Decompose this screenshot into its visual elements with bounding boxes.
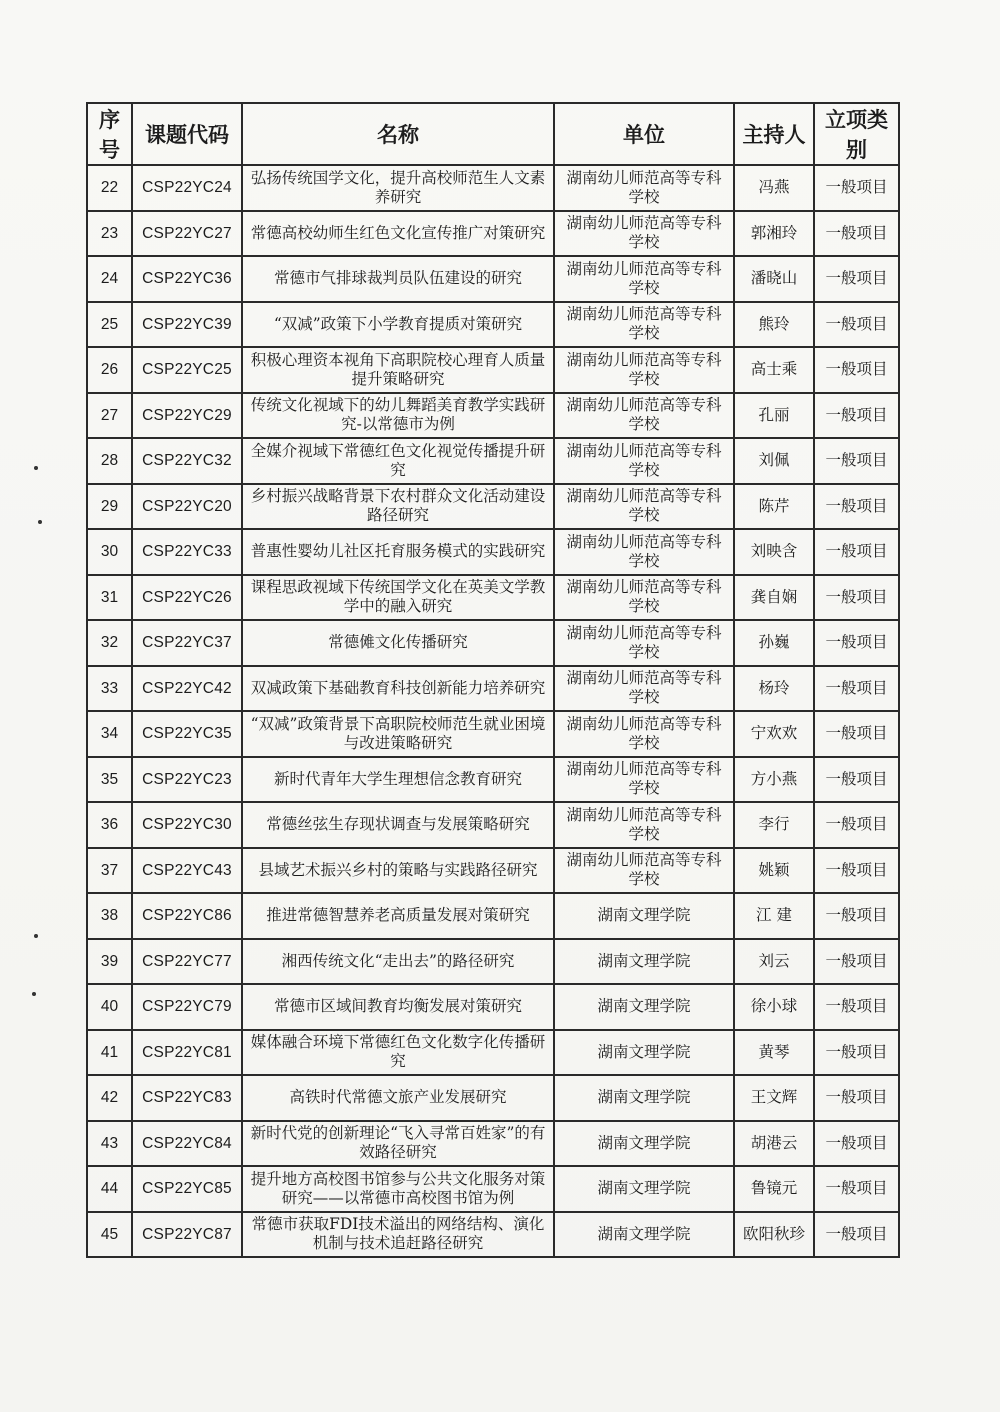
cell-name: 推进常德智慧养老高质量发展对策研究 — [242, 893, 554, 939]
cell-name: “双减”政策下小学教育提质对策研究 — [242, 302, 554, 348]
table-row — [87, 529, 899, 575]
cell-category: 一般项目 — [814, 984, 899, 1030]
cell-seq: 30 — [87, 529, 132, 575]
cell-category: 一般项目 — [814, 529, 899, 575]
cell-category: 一般项目 — [814, 848, 899, 894]
cell-unit: 湖南幼儿师范高等专科学校 — [554, 347, 734, 393]
cell-code: CSP22YC23 — [132, 757, 242, 803]
table-row — [87, 1121, 899, 1167]
header-code: 课题代码 — [132, 103, 242, 165]
cell-category: 一般项目 — [814, 802, 899, 848]
cell-seq: 29 — [87, 484, 132, 530]
cell-category: 一般项目 — [814, 347, 899, 393]
cell-seq: 36 — [87, 802, 132, 848]
scan-speck — [38, 520, 42, 524]
cell-seq: 37 — [87, 848, 132, 894]
cell-unit: 湖南幼儿师范高等专科学校 — [554, 757, 734, 803]
cell-unit: 湖南幼儿师范高等专科学校 — [554, 711, 734, 757]
cell-code: CSP22YC81 — [132, 1030, 242, 1076]
cell-host: 刘佩 — [734, 438, 814, 484]
cell-unit: 湖南幼儿师范高等专科学校 — [554, 165, 734, 211]
cell-code: CSP22YC33 — [132, 529, 242, 575]
cell-code: CSP22YC86 — [132, 893, 242, 939]
cell-name: 高铁时代常德文旅产业发展研究 — [242, 1075, 554, 1121]
cell-unit: 湖南文理学院 — [554, 1212, 734, 1258]
cell-unit: 湖南幼儿师范高等专科学校 — [554, 575, 734, 621]
cell-code: CSP22YC27 — [132, 211, 242, 257]
header-host: 主持人 — [734, 103, 814, 165]
table-row — [87, 1166, 899, 1212]
cell-unit: 湖南幼儿师范高等专科学校 — [554, 484, 734, 530]
cell-category: 一般项目 — [814, 575, 899, 621]
cell-host: 欧阳秋珍 — [734, 1212, 814, 1258]
table-row — [87, 575, 899, 621]
cell-name: 县域艺术振兴乡村的策略与实践路径研究 — [242, 848, 554, 894]
table-row — [87, 666, 899, 712]
header-category: 立项类别 — [814, 103, 899, 165]
cell-seq: 45 — [87, 1212, 132, 1258]
cell-code: CSP22YC26 — [132, 575, 242, 621]
cell-category: 一般项目 — [814, 438, 899, 484]
cell-seq: 42 — [87, 1075, 132, 1121]
table-row — [87, 165, 899, 211]
cell-name: 弘扬传统国学文化，提升高校师范生人文素养研究 — [242, 165, 554, 211]
cell-name: 全媒介视域下常德红色文化视觉传播提升研究 — [242, 438, 554, 484]
table-row — [87, 302, 899, 348]
cell-host: 高士乘 — [734, 347, 814, 393]
cell-host: 冯燕 — [734, 165, 814, 211]
cell-name: 常德高校幼师生红色文化宣传推广对策研究 — [242, 211, 554, 257]
cell-seq: 34 — [87, 711, 132, 757]
cell-seq: 32 — [87, 620, 132, 666]
cell-code: CSP22YC36 — [132, 256, 242, 302]
cell-code: CSP22YC30 — [132, 802, 242, 848]
cell-name: 常德丝弦生存现状调查与发展策略研究 — [242, 802, 554, 848]
cell-name: 积极心理资本视角下高职院校心理育人质量提升策略研究 — [242, 347, 554, 393]
table-row — [87, 347, 899, 393]
cell-seq: 40 — [87, 984, 132, 1030]
cell-seq: 41 — [87, 1030, 132, 1076]
table-row — [87, 711, 899, 757]
cell-unit: 湖南文理学院 — [554, 1030, 734, 1076]
cell-host: 徐小球 — [734, 984, 814, 1030]
cell-name: 乡村振兴战略背景下农村群众文化活动建设路径研究 — [242, 484, 554, 530]
cell-category: 一般项目 — [814, 757, 899, 803]
cell-seq: 35 — [87, 757, 132, 803]
project-table — [86, 102, 900, 1258]
cell-unit: 湖南幼儿师范高等专科学校 — [554, 438, 734, 484]
cell-host: 龚自娴 — [734, 575, 814, 621]
table-row — [87, 256, 899, 302]
table-header — [87, 103, 899, 165]
cell-seq: 39 — [87, 939, 132, 985]
table-row — [87, 1212, 899, 1258]
cell-category: 一般项目 — [814, 711, 899, 757]
header-seq: 序号 — [87, 103, 132, 165]
cell-host: 刘映含 — [734, 529, 814, 575]
cell-seq: 33 — [87, 666, 132, 712]
cell-seq: 44 — [87, 1166, 132, 1212]
cell-category: 一般项目 — [814, 893, 899, 939]
cell-host: 熊玲 — [734, 302, 814, 348]
cell-category: 一般项目 — [814, 165, 899, 211]
scan-speck — [32, 992, 36, 996]
cell-unit: 湖南幼儿师范高等专科学校 — [554, 393, 734, 439]
cell-category: 一般项目 — [814, 211, 899, 257]
cell-name: “双减”政策背景下高职院校师范生就业困境与改进策略研究 — [242, 711, 554, 757]
cell-code: CSP22YC43 — [132, 848, 242, 894]
cell-code: CSP22YC39 — [132, 302, 242, 348]
cell-host: 刘云 — [734, 939, 814, 985]
cell-code: CSP22YC77 — [132, 939, 242, 985]
cell-name: 常德市气排球裁判员队伍建设的研究 — [242, 256, 554, 302]
cell-host: 潘晓山 — [734, 256, 814, 302]
cell-host: 江 建 — [734, 893, 814, 939]
cell-unit: 湖南幼儿师范高等专科学校 — [554, 802, 734, 848]
cell-name: 双减政策下基础教育科技创新能力培养研究 — [242, 666, 554, 712]
cell-code: CSP22YC79 — [132, 984, 242, 1030]
table-row — [87, 939, 899, 985]
cell-name: 提升地方高校图书馆参与公共文化服务对策研究——以常德市高校图书馆为例 — [242, 1166, 554, 1212]
table-row — [87, 802, 899, 848]
header-unit: 单位 — [554, 103, 734, 165]
cell-unit: 湖南文理学院 — [554, 1075, 734, 1121]
cell-code: CSP22YC84 — [132, 1121, 242, 1167]
cell-host: 姚颖 — [734, 848, 814, 894]
cell-host: 郭湘玲 — [734, 211, 814, 257]
scan-speck — [34, 934, 38, 938]
cell-code: CSP22YC42 — [132, 666, 242, 712]
header-name: 名称 — [242, 103, 554, 165]
cell-unit: 湖南文理学院 — [554, 1166, 734, 1212]
table-row — [87, 984, 899, 1030]
cell-host: 宁欢欢 — [734, 711, 814, 757]
cell-category: 一般项目 — [814, 302, 899, 348]
cell-host: 黄琴 — [734, 1030, 814, 1076]
cell-host: 李行 — [734, 802, 814, 848]
cell-unit: 湖南幼儿师范高等专科学校 — [554, 211, 734, 257]
cell-unit: 湖南文理学院 — [554, 1121, 734, 1167]
cell-host: 杨玲 — [734, 666, 814, 712]
cell-name: 传统文化视域下的幼儿舞蹈美育教学实践研究-以常德市为例 — [242, 393, 554, 439]
cell-seq: 25 — [87, 302, 132, 348]
cell-code: CSP22YC20 — [132, 484, 242, 530]
cell-category: 一般项目 — [814, 620, 899, 666]
cell-host: 孔丽 — [734, 393, 814, 439]
cell-host: 胡港云 — [734, 1121, 814, 1167]
cell-host: 陈芹 — [734, 484, 814, 530]
cell-category: 一般项目 — [814, 666, 899, 712]
cell-name: 常德市获取FDI技术溢出的网络结构、演化机制与技术追赶路径研究 — [242, 1212, 554, 1258]
cell-code: CSP22YC83 — [132, 1075, 242, 1121]
cell-unit: 湖南幼儿师范高等专科学校 — [554, 848, 734, 894]
cell-category: 一般项目 — [814, 1121, 899, 1167]
cell-name: 常德市区域间教育均衡发展对策研究 — [242, 984, 554, 1030]
cell-name: 常德傩文化传播研究 — [242, 620, 554, 666]
table-row — [87, 893, 899, 939]
table-row — [87, 438, 899, 484]
cell-name: 新时代党的创新理论“飞入寻常百姓家”的有效路径研究 — [242, 1121, 554, 1167]
cell-unit: 湖南幼儿师范高等专科学校 — [554, 529, 734, 575]
cell-category: 一般项目 — [814, 393, 899, 439]
cell-unit: 湖南幼儿师范高等专科学校 — [554, 256, 734, 302]
cell-name: 媒体融合环境下常德红色文化数字化传播研究 — [242, 1030, 554, 1076]
cell-seq: 31 — [87, 575, 132, 621]
cell-seq: 43 — [87, 1121, 132, 1167]
cell-name: 普惠性婴幼儿社区托育服务模式的实践研究 — [242, 529, 554, 575]
cell-seq: 26 — [87, 347, 132, 393]
scan-speck — [34, 466, 38, 470]
cell-seq: 28 — [87, 438, 132, 484]
table-row — [87, 1030, 899, 1076]
cell-host: 方小燕 — [734, 757, 814, 803]
table-row — [87, 1075, 899, 1121]
cell-category: 一般项目 — [814, 1166, 899, 1212]
cell-code: CSP22YC85 — [132, 1166, 242, 1212]
cell-code: CSP22YC37 — [132, 620, 242, 666]
cell-category: 一般项目 — [814, 1075, 899, 1121]
cell-name: 课程思政视域下传统国学文化在英美文学教学中的融入研究 — [242, 575, 554, 621]
table-row — [87, 757, 899, 803]
cell-unit: 湖南幼儿师范高等专科学校 — [554, 302, 734, 348]
table-row — [87, 484, 899, 530]
cell-category: 一般项目 — [814, 939, 899, 985]
cell-seq: 24 — [87, 256, 132, 302]
cell-host: 鲁镜元 — [734, 1166, 814, 1212]
table-row — [87, 848, 899, 894]
cell-unit: 湖南幼儿师范高等专科学校 — [554, 620, 734, 666]
cell-seq: 23 — [87, 211, 132, 257]
cell-name: 新时代青年大学生理想信念教育研究 — [242, 757, 554, 803]
cell-seq: 38 — [87, 893, 132, 939]
cell-category: 一般项目 — [814, 256, 899, 302]
cell-category: 一般项目 — [814, 1212, 899, 1258]
cell-name: 湘西传统文化“走出去”的路径研究 — [242, 939, 554, 985]
cell-category: 一般项目 — [814, 1030, 899, 1076]
table-row — [87, 393, 899, 439]
cell-code: CSP22YC35 — [132, 711, 242, 757]
cell-unit: 湖南文理学院 — [554, 939, 734, 985]
cell-host: 孙巍 — [734, 620, 814, 666]
cell-seq: 27 — [87, 393, 132, 439]
cell-code: CSP22YC32 — [132, 438, 242, 484]
table-body — [87, 165, 899, 1257]
cell-code: CSP22YC87 — [132, 1212, 242, 1258]
table-row — [87, 211, 899, 257]
cell-code: CSP22YC29 — [132, 393, 242, 439]
table-row — [87, 620, 899, 666]
cell-code: CSP22YC25 — [132, 347, 242, 393]
cell-unit: 湖南文理学院 — [554, 984, 734, 1030]
cell-code: CSP22YC24 — [132, 165, 242, 211]
cell-host: 王文辉 — [734, 1075, 814, 1121]
cell-category: 一般项目 — [814, 484, 899, 530]
cell-seq: 22 — [87, 165, 132, 211]
cell-unit: 湖南幼儿师范高等专科学校 — [554, 666, 734, 712]
cell-unit: 湖南文理学院 — [554, 893, 734, 939]
